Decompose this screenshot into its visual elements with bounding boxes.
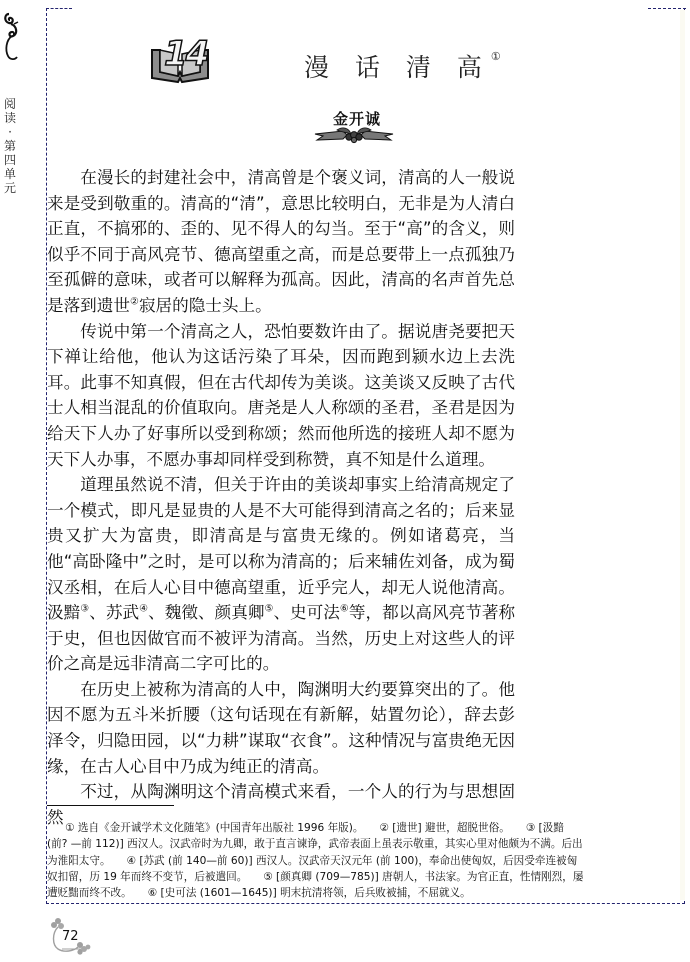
paragraph-text: 等，都以高风亮节著称于史，但也因做官而不被评为清高。当然，历史上对这些人的评价之高是远非清高二字可比的。 xyxy=(47,603,516,674)
paragraph-4 xyxy=(47,677,515,779)
footnote-line: ① 选自《金开诚学术文化随笔》(中国青年出版社 1996 年版)。 ② [遗世] 避世，超脱世俗。 ③ [汲黯 xyxy=(65,822,564,834)
author-name: 金开诚 xyxy=(333,110,382,128)
footnote-mark-6[interactable]: ⑥ xyxy=(339,603,349,615)
ribbon-ornament-icon xyxy=(313,126,395,144)
paragraph-text: 、魏徵、颜真卿 xyxy=(148,603,265,623)
paragraph-text: 寂居的隐士头上。 xyxy=(138,295,272,315)
side-label-char: 四 xyxy=(3,153,16,167)
page-frame-top-right xyxy=(648,8,686,9)
scroll-ornament-icon xyxy=(3,10,21,62)
article-title-text: 漫 话 清 高 xyxy=(304,53,491,82)
title-footnote-mark[interactable]: ① xyxy=(490,50,501,63)
side-label-char: 元 xyxy=(3,181,16,195)
footnote-mark-4[interactable]: ④ xyxy=(139,603,149,615)
paragraph-text: 在历史上被称为清高的人中，陶渊明大约要算突出的了。他因不愿为五斗米折腰（这句话现在有新解，姑置勿论），辞去彭泽令，归隐田园，以“力耕”谋取“衣食”。这种情况与富贵绝无因缘，在古人心目中乃成为纯正的清高。 xyxy=(47,679,515,776)
paragraph-text: 不过，从陶渊明这个清高模式来看，一个人的行为与思想固然 xyxy=(47,782,515,827)
footnote-mark-2[interactable]: ② xyxy=(129,296,139,308)
article-body xyxy=(47,165,515,830)
footnote-line: 为淮阳太守。 ④ [苏武 (前 140—前 60)] 西汉人。汉武帝天汉元年 (前 100)，奉命出使匈奴，后因受牵连被匈 xyxy=(47,854,578,867)
side-label-char: · xyxy=(8,125,12,139)
clip-mask xyxy=(686,810,690,910)
page-number: 72 xyxy=(62,929,79,944)
paragraph-text: 传说中第一个清高之人，恐怕要数许由了。据说唐尧要把天下禅让给他，他认为这话污染了耳朵，因而跑到颍水边上去洗耳。此事不知真假，但在古代却传为美谈。这美谈又反映了古代士人相当混乱的价值取向。唐尧是人人称颂的圣君，圣君是因为给天下人办了好事所以受到称颂；然而他所选的接班人却不愿为天下人办事，不愿办事却同样受到称赞，真不知是什么道理。 xyxy=(47,321,515,469)
lesson-number-book-icon xyxy=(150,34,212,84)
footnote-line: 遭贬黜而终不改。 ⑥ [史可法 (1601—1645)] 明末抗清将领，后兵败被捕，不屈就义。 xyxy=(47,887,471,900)
side-label-char: 阅 xyxy=(3,97,16,111)
paragraph-text: 、史可法 xyxy=(273,603,340,623)
paragraph-3 xyxy=(47,472,515,677)
footnote-divider xyxy=(47,805,174,806)
side-label-char: 单 xyxy=(3,167,16,181)
paragraph-2 xyxy=(47,319,515,473)
footnote-line: (前? —前 112)] 西汉人。汉武帝时为九卿，敢于直言谏诤，武帝表面上虽表示敬重，其实心里对他颇为不满。后出 xyxy=(47,838,583,851)
paragraph-text: 在漫长的封建社会中，清高曾是个褒义词，清高的人一般说来是受到敬重的。清高的“清”，意思比较明白，无非是为人清白正直，不搞邪的、歪的、见不得人的勾当。至于“高”的含义，则似乎不同于高风亮节、德高望重之高，而是总要带上一点孤独乃至孤僻的意味，或者可以解释为孤高。因此，清高的名声首先总是落到遗世 xyxy=(47,168,515,315)
article-title xyxy=(304,48,501,84)
lesson-number: 14 xyxy=(164,34,208,74)
unit-side-label xyxy=(3,97,17,195)
paragraph-1 xyxy=(47,165,515,319)
footnote-line: 奴扣留，历 19 年而终不变节，后被遣回。 ⑤ [颜真卿 (709—785)] 唐朝人，书法家。为官正直，性情刚烈，屡 xyxy=(47,870,584,883)
side-label-char: 第 xyxy=(3,139,16,153)
footnotes xyxy=(47,820,690,901)
footnote-mark-5[interactable]: ⑤ xyxy=(264,603,274,615)
paragraph-text: 道理虽然说不清，但关于许由的美谈却事实上给清高规定了一个模式，即凡是显贵的人是不大可能得到清高之名的；后来显贵又扩大为富贵，即清高是与富贵无缘的。例如诸葛亮，当他“高卧隆中”之时，是可以称为清高的；后来辅佐刘备，成为蜀汉丞相，在后人心目中德高望重，近乎完人，却无人说他清高。汲黯 xyxy=(47,475,515,623)
paragraph-text: 、苏武 xyxy=(89,603,140,623)
page-frame-top-left xyxy=(46,8,72,9)
side-label-char: 读 xyxy=(3,111,16,125)
page-edge-shade xyxy=(680,10,685,900)
footnote-mark-3[interactable]: ③ xyxy=(80,603,90,615)
